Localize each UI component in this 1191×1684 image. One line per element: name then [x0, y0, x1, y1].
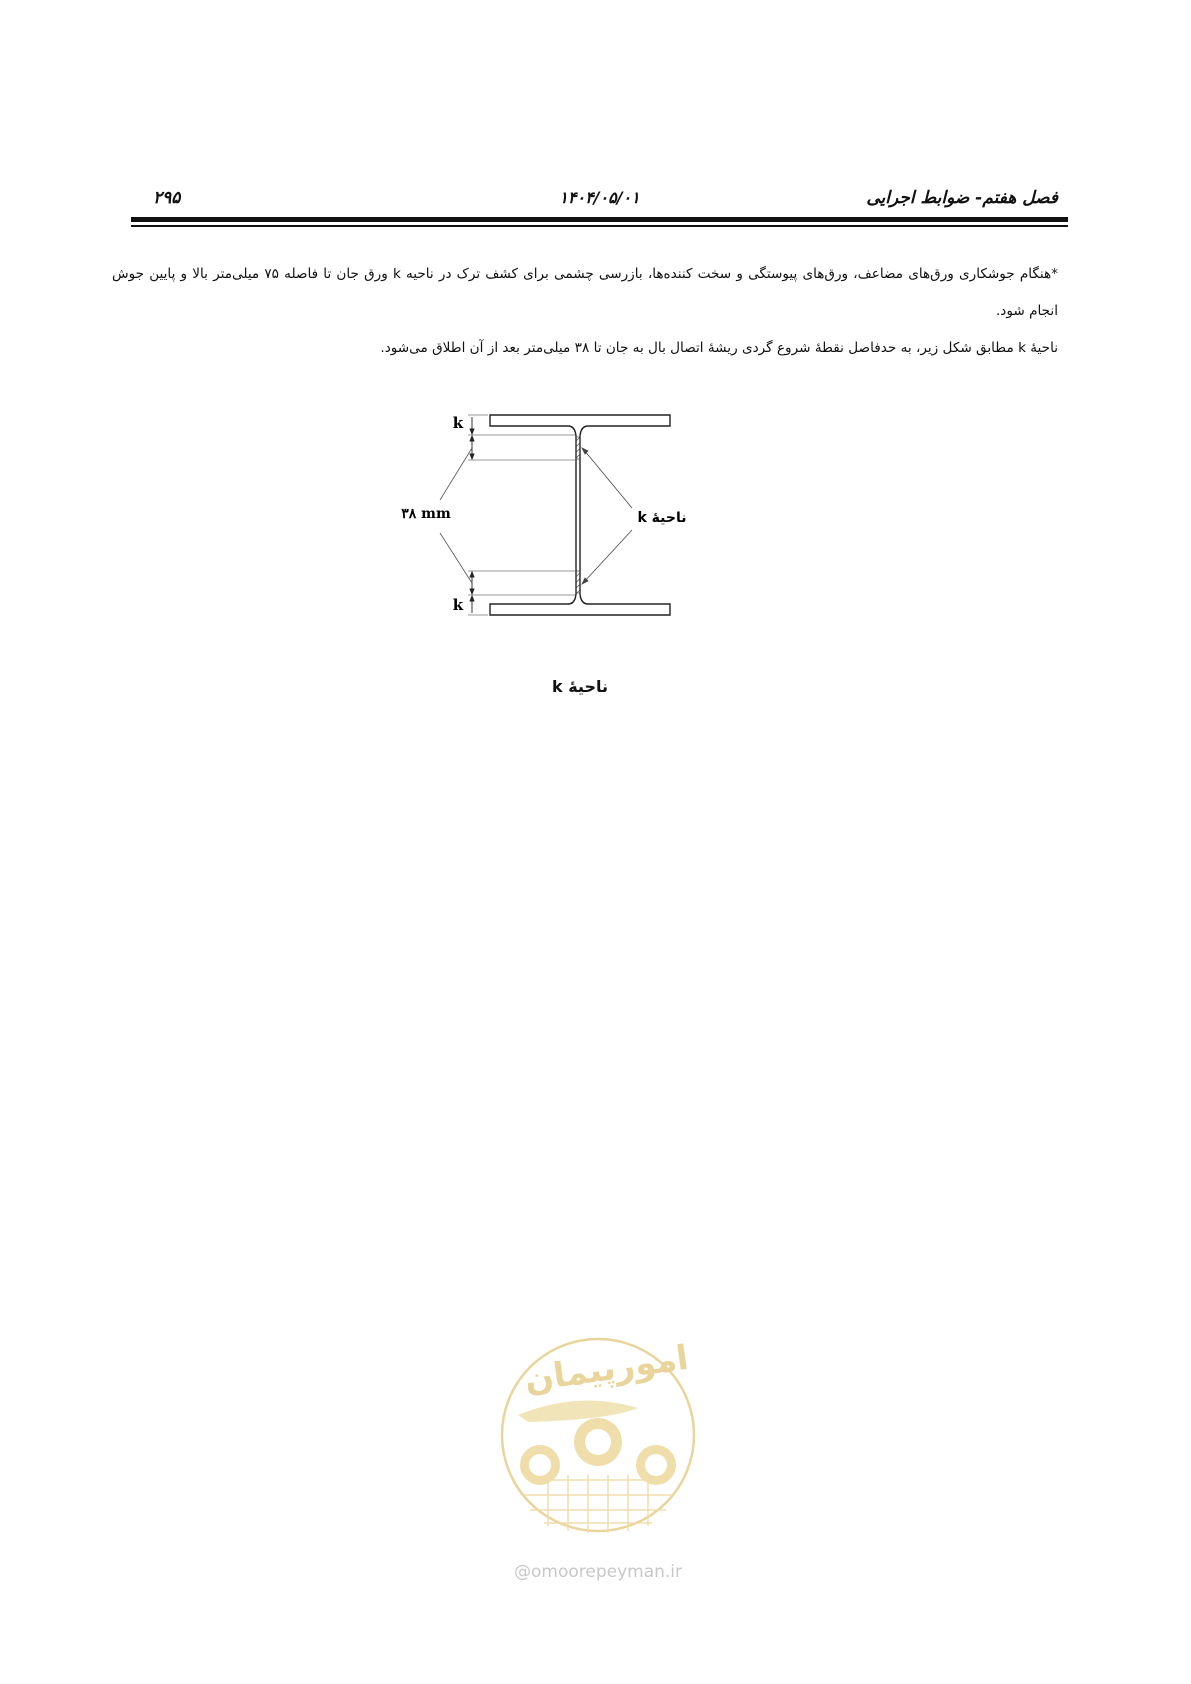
emblem-icon	[488, 1330, 708, 1555]
header-rule-thick	[131, 217, 1068, 222]
i-beam-diagram	[400, 414, 760, 670]
page-number: ۲۹۵	[153, 188, 181, 208]
chapter-title: فصل هفتم- ضوابط اجرایی	[866, 188, 1058, 208]
zone-label: ناحیهٔ k	[637, 510, 687, 526]
k-label-top: k	[452, 414, 464, 432]
dimension-arrows	[470, 417, 474, 613]
extension-lines	[468, 415, 575, 615]
header-rule-thin	[131, 225, 1068, 227]
k-label-bottom: k	[452, 596, 464, 614]
k-zone-top	[576, 437, 580, 459]
watermark-logo	[488, 1330, 708, 1620]
figure-caption: ناحیهٔ k	[552, 677, 608, 696]
zone-leaders	[582, 448, 632, 584]
watermark-url: @omoorepeyman.ir	[513, 1562, 683, 1582]
logo-text: امورپیمان	[522, 1337, 691, 1401]
page-header	[131, 180, 1068, 210]
k-zone-figure	[400, 414, 760, 710]
body-text	[112, 256, 1058, 367]
k-zone-bottom	[576, 571, 580, 593]
paragraph-inspection: *هنگام جوشکاری ورق‌های مضاعف، ورق‌های پیوستگی و سخت کننده‌ها، بازرسی چشمی برای کشف ترک در ناحیه k ورق جان تا فاصله ۷۵ میلی‌متر بالا و پایین جوش انجام شود.	[112, 266, 1058, 319]
header-date: ۱۴۰۴/۰۵/۰۱	[559, 188, 640, 207]
paragraph-k-zone-definition: ناحیهٔ k مطابق شکل زیر، به حدفاصل نقطهٔ شروع گردی ریشهٔ اتصال بال به جان تا ۳۸ میلی‌متر بعد از آن اطلاق می‌شود.	[380, 340, 1058, 356]
dimension-label: ۳۸ mm	[401, 506, 451, 522]
